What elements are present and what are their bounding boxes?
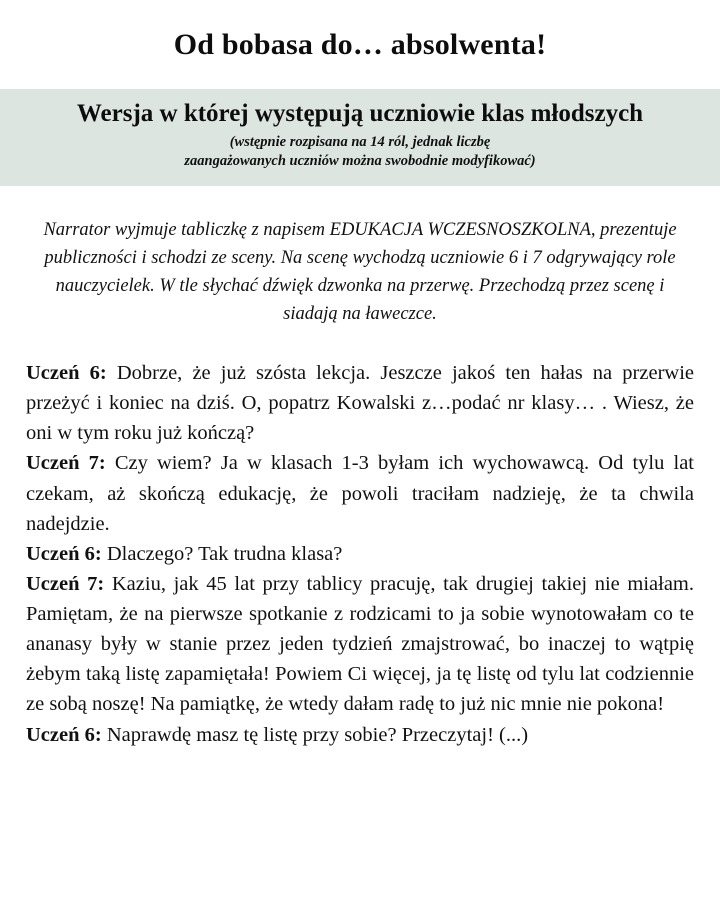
dialogue-line xyxy=(26,358,694,448)
dialogue-line xyxy=(26,448,694,538)
stage-direction-text: Narrator wyjmuje tabliczkę z napisem EDUKACJA WCZESNOSZKOLNA, prezentuje publiczności i schodzi ze sceny. Na scenę wychodzą uczniowie 6 i 7 odgrywający role nauczycielek. W tle słychać dźwięk dzwonka na przerwę. Przechodzą przez scenę i siadają na ławeczce. xyxy=(43,219,677,324)
version-banner xyxy=(0,89,720,186)
dialogue-line xyxy=(26,569,694,720)
speaker-label: Uczeń 6: xyxy=(26,723,102,746)
dialogue-section xyxy=(26,358,694,750)
speaker-label: Uczeń 6: xyxy=(26,362,107,385)
version-banner-subtitle-line-2: zaangażowanych uczniów można swobodnie modyfikować) xyxy=(184,153,536,170)
dialogue-text: Kaziu, jak 45 lat przy tablicy pracuję, tak drugiej takiej nie miałam. Pamiętam, że na pierwsze spotkanie z rodzicami to ja sobie wynotowałam co te ananasy były w stanie przez jeden tydzień zmajstrować, bo inaczej to wątpię żebym taką listę zapamiętała! Powiem Ci więcej, ja tę listę od tylu lat codziennie ze sobą noszę! Na pamiątkę, że wtedy dałam radę to już nic mnie nie pokona! xyxy=(26,572,694,716)
dialogue-text: Czy wiem? Ja w klasach 1-3 byłam ich wychowawcą. Od tylu lat czekam, aż skończą edukację, że powoli traciłam nadzieję, że ta chwila nadejdzie. xyxy=(26,452,694,535)
dialogue-text: Dlaczego? Tak trudna klasa? xyxy=(101,542,343,565)
page-title: Od bobasa do… absolwenta! xyxy=(173,28,547,61)
dialogue-line xyxy=(26,720,694,750)
dialogue-text: Naprawdę masz tę listę przy sobie? Przeczytaj! (...) xyxy=(101,723,529,746)
dialogue-text: Dobrze, że już szósta lekcja. Jeszcze jakoś ten hałas na przerwie przeżyć i koniec na dziś. O, popatrz Kowalski z…podać nr klasy… . Wiesz, że oni w tym roku już kończą? xyxy=(26,362,694,445)
dialogue-line xyxy=(26,539,694,569)
speaker-label: Uczeń 6: xyxy=(26,542,102,565)
version-banner-subtitle-line-1: (wstępnie rozpisana na 14 ról, jednak liczbę xyxy=(229,133,491,150)
speaker-label: Uczeń 7: xyxy=(26,452,106,475)
speaker-label: Uczeń 7: xyxy=(26,572,105,595)
version-banner-heading: Wersja w której występują uczniowie klas młodszych xyxy=(76,99,644,127)
version-banner-subtitle xyxy=(24,133,696,172)
